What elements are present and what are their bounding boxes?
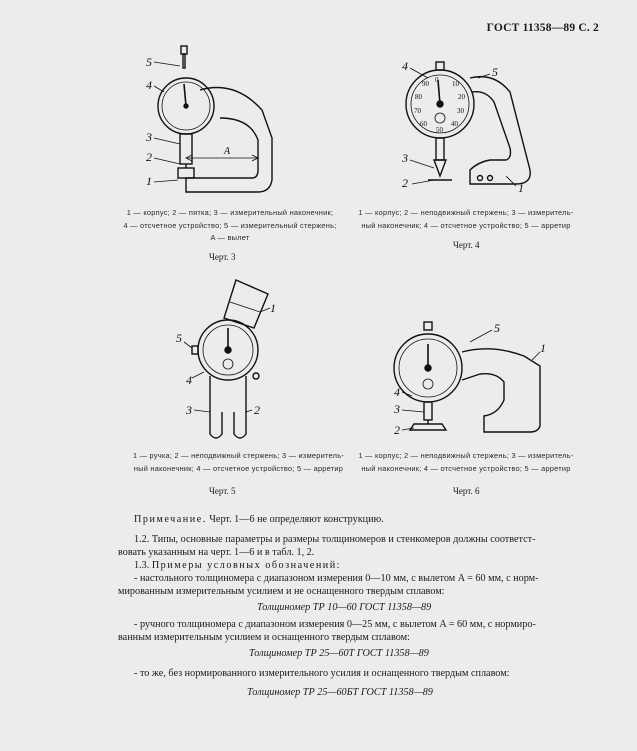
figure-4-drawing — [398, 52, 538, 198]
note — [134, 513, 384, 526]
p13-label: 1.3. — [134, 560, 152, 571]
figure-6-caption — [346, 450, 586, 475]
caption-line: A — вылет — [210, 233, 250, 242]
fig3-label-3: 3 — [146, 130, 152, 144]
fig4-label-3: 3 — [402, 151, 408, 165]
p12-line1: 1.2. Типы, основные параметры и размеры толщиномеров и стенкомеров должны соответст- — [134, 534, 536, 545]
dial-number: 80 — [415, 93, 422, 101]
figure-3-caption — [100, 207, 360, 245]
ex2-line1: - ручного толщиномера с диапазоном измерения 0—25 мм, с вылетом A = 60 мм, с нормиро- — [134, 619, 536, 630]
figure-4-number: Черт. 4 — [453, 240, 480, 250]
fig6-label-2: 2 — [394, 423, 400, 437]
fig3-label-4: 4 — [146, 78, 152, 92]
note-label: Примечание. — [134, 514, 207, 525]
ex3-designation: Толщиномер ТР 25—60БТ ГОСТ 11358—89 — [247, 687, 433, 698]
p12-line2: вовать указанным на черт. 1—6 и в табл. 1, 2. — [118, 547, 315, 558]
caption-line: ный наконечник; 4 — отсчетное устройство; 5 — арретир — [361, 463, 571, 473]
p13-title: Примеры условных обозначений: — [151, 560, 342, 571]
fig3-label-5: 5 — [146, 55, 152, 69]
figure-5-number: Черт. 5 — [209, 486, 236, 496]
caption-line: ный наконечник; 4 — отсчетное устройство; 5 — арретир — [361, 220, 571, 230]
page-header: ГОСТ 11358—89 С. 2 — [486, 22, 599, 34]
figure-5-caption — [116, 450, 361, 475]
fig5-label-5: 5 — [176, 331, 182, 345]
ex2-designation: Толщиномер ТР 25—60Т ГОСТ 11358—89 — [249, 648, 429, 659]
figure-3-number: Черт. 3 — [209, 252, 236, 262]
dial-number: 60 — [420, 120, 427, 128]
figure-4-caption — [346, 207, 586, 232]
ex1-designation: Толщиномер ТР 10—60 ГОСТ 11358—89 — [257, 602, 432, 613]
fig3-label-2: 2 — [146, 150, 152, 164]
ex1-line1: - настольного толщиномера с диапазоном измерения 0—10 мм, с вылетом A = 60 мм, с норм- — [134, 573, 539, 584]
dial-number: 40 — [451, 120, 458, 128]
fig5-label-2: 2 — [254, 403, 260, 417]
ex1-line2: мированным измерительным усилием и не оснащенного твердым сплавом: — [118, 586, 445, 597]
fig6-label-1: 1 — [540, 341, 546, 355]
figure-5-drawing — [168, 272, 278, 442]
caption-line: ный наконечник; 4 — отсчетное устройство; 5 — арретир — [133, 463, 344, 473]
fig4-label-2: 2 — [402, 176, 408, 190]
caption-line: 1 — корпус; 2 — неподвижный стержень; 3 — измеритель- — [358, 451, 574, 460]
fig6-label-4: 4 — [394, 385, 400, 399]
fig5-label-3: 3 — [186, 403, 192, 417]
fig4-label-5: 5 — [492, 65, 498, 79]
dial-number: 70 — [414, 107, 421, 115]
fig5-label-4: 4 — [186, 373, 192, 387]
fig4-label-1: 1 — [518, 181, 524, 195]
dial-number: 10 — [452, 80, 459, 88]
figure-6-number: Черт. 6 — [453, 486, 480, 496]
note-text: Черт. 1—6 не определяют конструкцию. — [206, 514, 384, 525]
fig5-label-1: 1 — [270, 301, 276, 315]
ex2-line2: ванным измерительным усилием и оснащенного твердым сплавом: — [118, 632, 410, 643]
figure-6-drawing — [392, 316, 552, 446]
fig6-label-3: 3 — [394, 402, 400, 416]
fig6-label-5: 5 — [494, 321, 500, 335]
caption-line: 1 — ручка; 2 — неподвижный стержень; 3 — измеритель- — [132, 451, 345, 460]
dial-number: 90 — [422, 80, 429, 88]
fig3-label-1: 1 — [146, 174, 152, 188]
p13-heading — [134, 559, 341, 572]
fig3-label-A: A — [224, 146, 231, 157]
figure-3-drawing — [140, 40, 320, 200]
caption-line: 4 — отсчетное устройство; 5 — измерительный стержень; — [123, 220, 337, 230]
dial-number: 20 — [458, 93, 465, 101]
caption-line: 1 — корпус; 2 — неподвижный стержень; 3 — измеритель- — [358, 208, 574, 217]
ex3-line1: - то же, без нормированного измерительного усилия и оснащенного твердым сплавом: — [134, 668, 510, 679]
fig4-label-4: 4 — [402, 59, 408, 73]
dial-number: 50 — [436, 126, 443, 134]
dial-number: 30 — [457, 107, 464, 115]
dial-number: 0 — [435, 76, 439, 84]
caption-line: 1 — корпус; 2 — пятка; 3 — измерительный наконечник; — [126, 208, 334, 217]
